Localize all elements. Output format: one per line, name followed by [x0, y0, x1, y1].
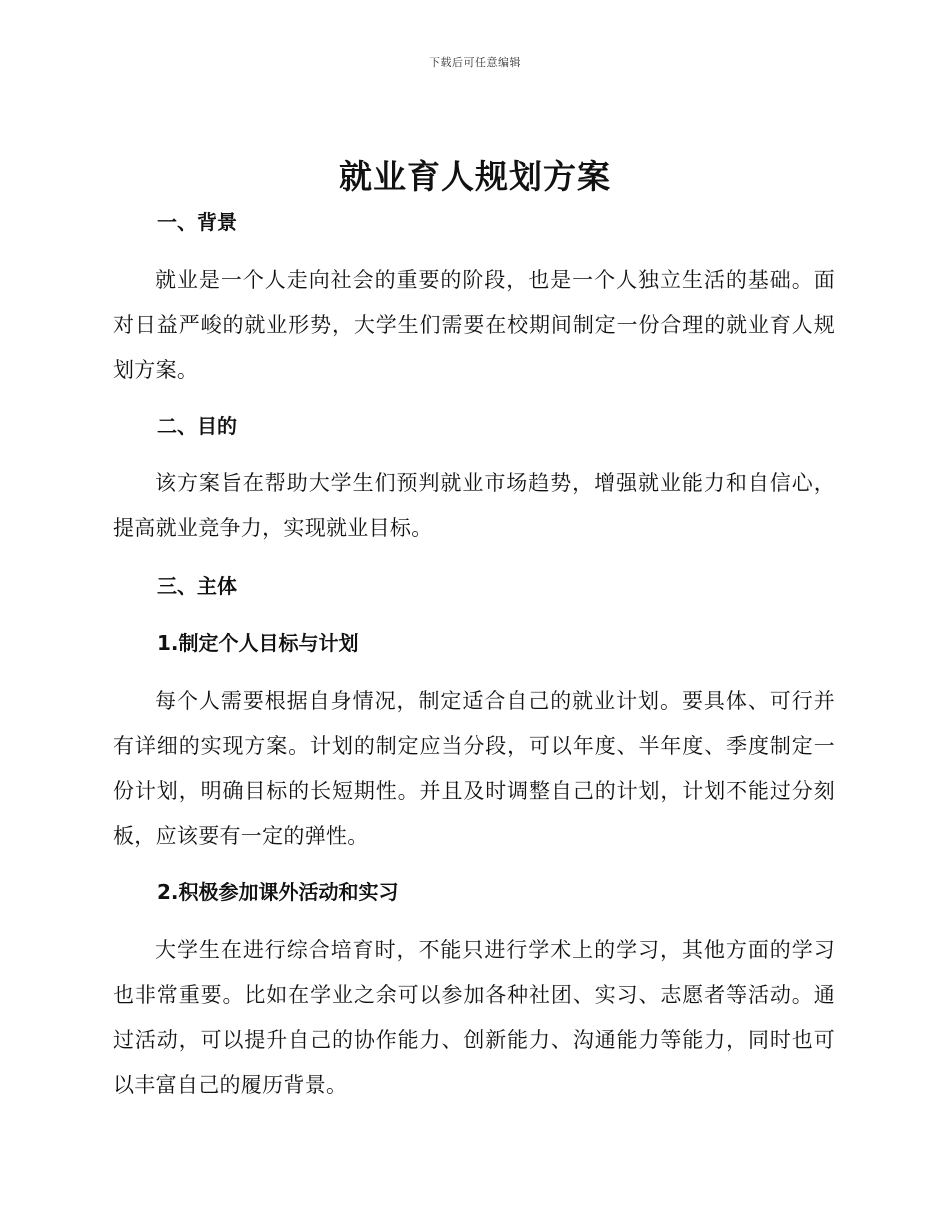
- paragraph-goals-plan: 每个人需要根据自身情况，制定适合自己的就业计划。要具体、可行并有详细的实现方案。计划的制定应当分段，可以年度、半年度、季度制定一份计划，明确目标的长短期性。并且及时调整自己的计划，计划不能过分刻板，应该要有一定的弹性。: [113, 689, 835, 848]
- page-header-note: 下载后可任意编辑: [429, 56, 521, 69]
- paragraph-purpose: 该方案旨在帮助大学生们预判就业市场趋势，增强就业能力和自信心，提高就业竞争力，实现就业目标。: [113, 471, 835, 540]
- subsection-heading-goals-plan: 1.制定个人目标与计划: [157, 631, 359, 655]
- paragraph-activities-internship: 大学生在进行综合培育时，不能只进行学术上的学习，其他方面的学习也非常重要。比如在学业之余可以参加各种社团、实习、志愿者等活动。通过活动，可以提升自己的协作能力、创新能力、沟通能力等能力，同时也可以丰富自己的履历背景。: [113, 938, 835, 1097]
- document-title: 就业育人规划方案: [339, 157, 611, 196]
- section-heading-main-body: 三、主体: [157, 574, 237, 598]
- paragraph-background: 就业是一个人走向社会的重要的阶段，也是一个人独立生活的基础。面对日益严峻的就业形势，大学生们需要在校期间制定一份合理的就业育人规划方案。: [113, 268, 835, 382]
- section-heading-background: 一、背景: [157, 210, 237, 234]
- section-heading-purpose: 二、目的: [157, 414, 237, 438]
- subsection-heading-activities-internship: 2.积极参加课外活动和实习: [157, 880, 399, 904]
